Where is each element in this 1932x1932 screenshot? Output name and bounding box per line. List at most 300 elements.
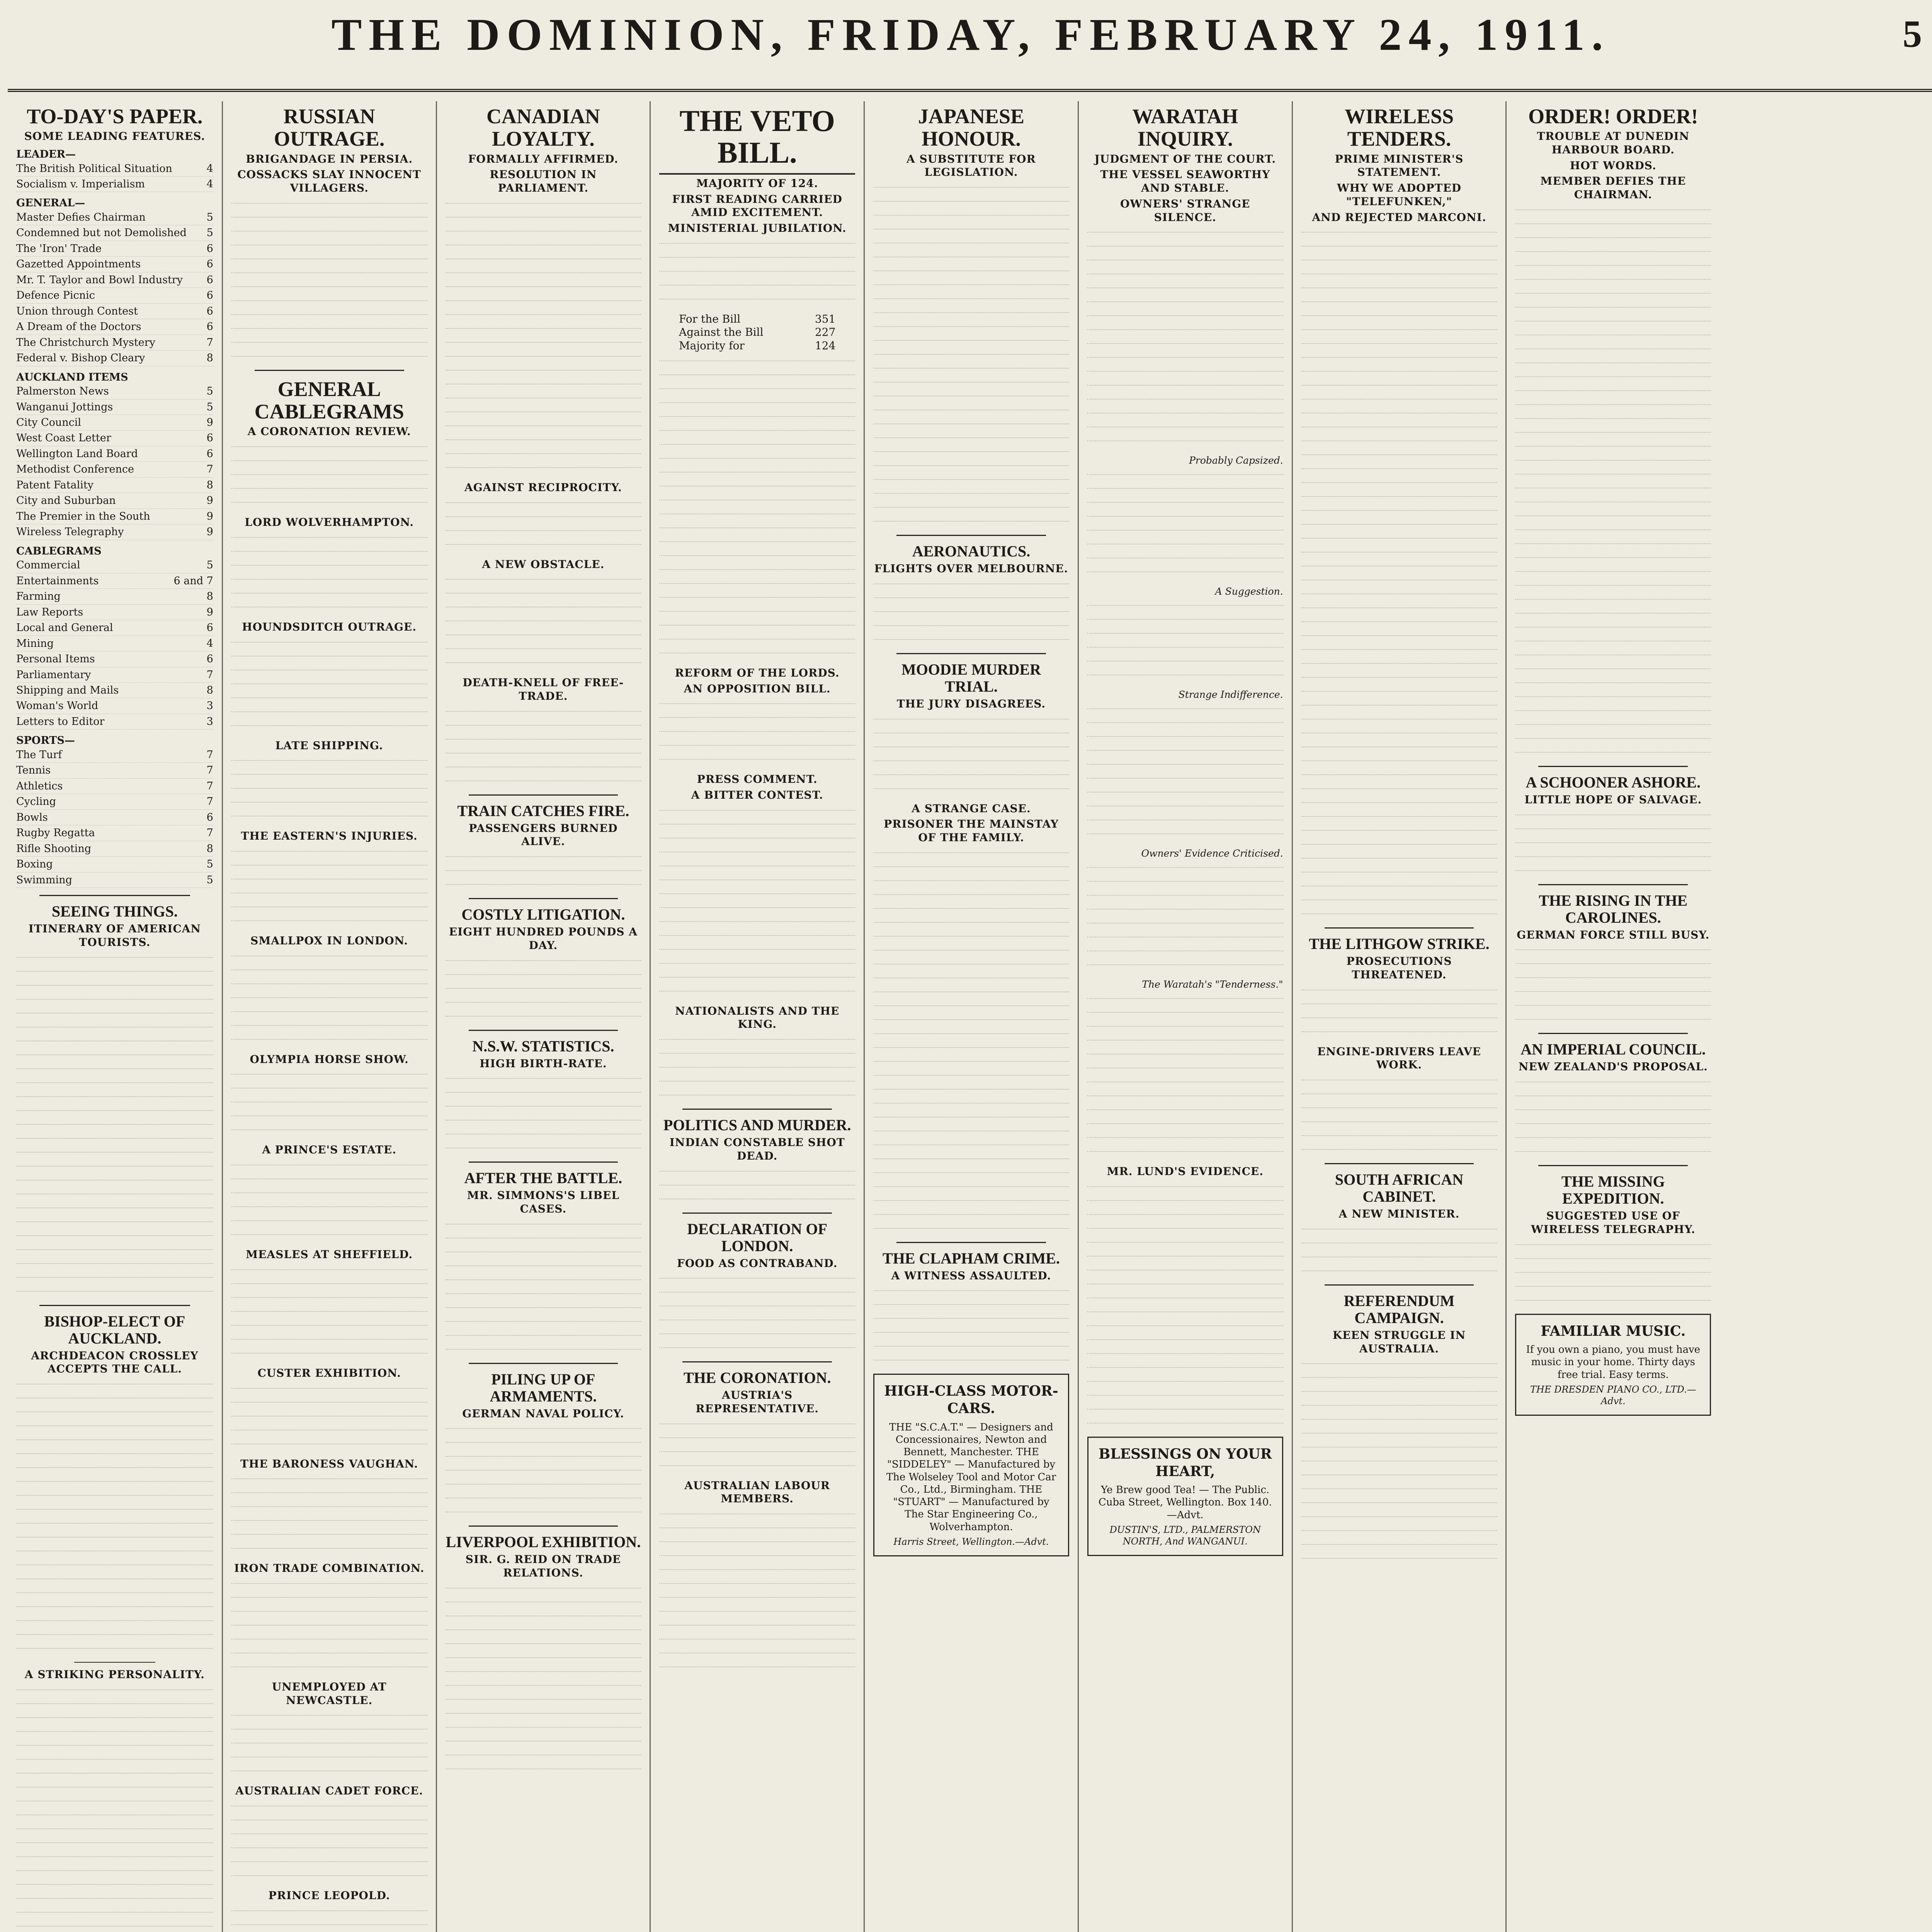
cablegram-heading: IRON TRADE COMBINATION. bbox=[234, 1562, 425, 1575]
advert-sign: THE DRESDEN PIANO CO., LTD.—Advt. bbox=[1530, 1384, 1696, 1406]
contents-entry-page: 6 and 7 bbox=[173, 575, 213, 587]
article-body bbox=[1515, 1082, 1711, 1157]
majority-heading: MAJORITY OF 124. bbox=[696, 177, 818, 190]
article-body bbox=[873, 583, 1069, 645]
division-row bbox=[679, 313, 835, 326]
motor-cars-advert bbox=[873, 1374, 1069, 1556]
cablegram-heading: THE EASTERN'S INJURIES. bbox=[241, 830, 418, 843]
article-body bbox=[16, 1384, 213, 1654]
jury-heading: THE JURY DISAGREES. bbox=[896, 697, 1046, 710]
seeing-things-heading: SEEING THINGS. bbox=[51, 903, 178, 920]
contents-entry bbox=[16, 225, 213, 241]
article-body bbox=[873, 187, 1069, 527]
contents-entry-page: 6 bbox=[206, 289, 213, 302]
moodie-heading: MOODIE MURDER TRIAL. bbox=[901, 660, 1041, 695]
article-body bbox=[446, 1588, 641, 1775]
contents-entry bbox=[16, 872, 213, 888]
contents-entry bbox=[16, 794, 213, 810]
wireless-tenders-heading: WIRELESS TENDERS. bbox=[1344, 105, 1454, 151]
defies-chairman-heading: MEMBER DEFIES THE CHAIRMAN. bbox=[1540, 175, 1686, 201]
coronation-heading: THE CORONATION. bbox=[683, 1369, 831, 1387]
cablegram-heading: LORD WOLVERHAMPTON. bbox=[245, 516, 414, 529]
article-body bbox=[231, 1910, 427, 1932]
contents-entry-page: 4 bbox=[206, 162, 213, 175]
prisoner-heading: PRISONER THE MAINSTAY OF THE FAMILY. bbox=[884, 818, 1059, 844]
division-label: For the Bill bbox=[679, 312, 741, 325]
contents-entry-title: West Coast Letter bbox=[16, 432, 111, 444]
flights-heading: FLIGHTS OVER MELBOURNE. bbox=[874, 562, 1068, 575]
salvage-heading: LITTLE HOPE OF SALVAGE. bbox=[1524, 793, 1702, 806]
waratah-heading: WARATAH INQUIRY. bbox=[1132, 105, 1238, 151]
hot-words-heading: HOT WORDS. bbox=[1570, 159, 1656, 172]
contents-entry bbox=[16, 589, 213, 604]
contents-entry bbox=[16, 698, 213, 714]
advert-title: BLESSINGS ON YOUR HEART, bbox=[1098, 1446, 1272, 1480]
passengers-heading: PASSENGERS BURNED ALIVE. bbox=[469, 821, 618, 848]
article-body bbox=[1301, 990, 1497, 1037]
marconi-heading: AND REJECTED MARCONI. bbox=[1312, 211, 1486, 224]
article-body bbox=[231, 1478, 427, 1554]
contents-entry-page: 6 bbox=[206, 305, 213, 317]
todays-paper-heading: TO-DAY'S PAPER. bbox=[27, 105, 203, 128]
japanese-honour-heading: JAPANESE HONOUR. bbox=[918, 105, 1025, 151]
article-body bbox=[231, 642, 427, 731]
first-reading-heading: FIRST READING CARRIED AMID EXCITEMENT. bbox=[672, 192, 842, 219]
contents-entry-title: Tennis bbox=[16, 764, 51, 777]
divider bbox=[469, 1363, 618, 1364]
contents-entry bbox=[16, 446, 213, 462]
contents-entry-page: 3 bbox=[206, 700, 213, 712]
contents-entry-page: 5 bbox=[206, 227, 213, 239]
contents-entry bbox=[16, 763, 213, 778]
article-body bbox=[231, 851, 427, 927]
contents-entry-title: Parliamentary bbox=[16, 668, 91, 681]
missing-expedition-heading: THE MISSING EXPEDITION. bbox=[1561, 1173, 1665, 1208]
article-body bbox=[446, 1078, 641, 1154]
subhead-suggestion: A Suggestion. bbox=[1215, 586, 1283, 597]
article-body bbox=[446, 1224, 641, 1355]
divider bbox=[1538, 1033, 1688, 1034]
article-body bbox=[446, 203, 641, 473]
nsw-statistics-heading: N.S.W. STATISTICS. bbox=[472, 1037, 614, 1055]
russian-outrage-heading: RUSSIAN OUTRAGE. bbox=[274, 105, 385, 151]
contents-entry-page: 7 bbox=[206, 748, 213, 761]
contents-entry-page: 7 bbox=[206, 827, 213, 839]
contents-entry bbox=[16, 779, 213, 794]
contents-entry bbox=[16, 400, 213, 415]
contents-entry-page: 8 bbox=[206, 479, 213, 491]
contents-entry-title: Personal Items bbox=[16, 653, 95, 665]
contents-entry-title: The Premier in the South bbox=[16, 510, 150, 522]
cablegram-list bbox=[231, 425, 427, 1932]
contents-entry bbox=[16, 161, 213, 177]
contents-entry bbox=[16, 636, 213, 651]
article-body bbox=[1515, 209, 1711, 758]
contents-entry-page: 4 bbox=[206, 178, 213, 190]
article-body bbox=[1515, 815, 1711, 876]
cablegram-heading: SMALLPOX IN LONDON. bbox=[250, 934, 408, 947]
contents-entry-title: Cycling bbox=[16, 796, 56, 808]
carolines-heading: THE RISING IN THE CAROLINES. bbox=[1539, 891, 1688, 926]
contents-entry-title: Local and General bbox=[16, 622, 113, 634]
divider bbox=[682, 1109, 832, 1110]
cablegram-heading: UNEMPLOYED AT NEWCASTLE. bbox=[272, 1680, 387, 1707]
divider bbox=[682, 1361, 832, 1362]
division-label: Against the Bill bbox=[679, 326, 764, 339]
contents-entry bbox=[16, 350, 213, 366]
article-body bbox=[231, 1715, 427, 1777]
contents-entry-title: Mining bbox=[16, 637, 54, 650]
contents-group-heading: CABLEGRAMS bbox=[16, 545, 102, 557]
article-body bbox=[231, 760, 427, 822]
divider bbox=[39, 1305, 190, 1306]
canadian-loyalty-heading: CANADIAN LOYALTY. bbox=[486, 105, 600, 151]
cablegram-heading: CUSTER EXHIBITION. bbox=[257, 1366, 401, 1379]
divider bbox=[1325, 1163, 1474, 1164]
simmons-heading: MR. SIMMONS'S LIBEL CASES. bbox=[467, 1189, 620, 1215]
article-body bbox=[1301, 1080, 1497, 1155]
contents-entry-page: 5 bbox=[206, 401, 213, 413]
contents-entry-title: Law Reports bbox=[16, 606, 83, 618]
general-cablegrams-heading: GENERAL CABLEGRAMS bbox=[254, 377, 404, 423]
after-battle-heading: AFTER THE BATTLE. bbox=[464, 1169, 622, 1187]
division-value: 227 bbox=[815, 326, 836, 339]
lund-evidence-heading: MR. LUND'S EVIDENCE. bbox=[1107, 1165, 1264, 1178]
contents-entry-title: Entertainments bbox=[16, 575, 99, 587]
article-body bbox=[446, 1428, 641, 1518]
division-row bbox=[679, 326, 835, 339]
subhead-indifference: Strange Indifference. bbox=[1178, 689, 1283, 701]
contents-entry-page: 6 bbox=[206, 811, 213, 823]
contents-entry-title: Rugby Regatta bbox=[16, 827, 95, 839]
cablegram-heading: THE BARONESS VAUGHAN. bbox=[240, 1457, 418, 1470]
contents-entry-title: A Dream of the Doctors bbox=[16, 321, 141, 333]
contents-entry bbox=[16, 620, 213, 636]
article-body bbox=[16, 957, 213, 1297]
article-body bbox=[231, 1074, 427, 1136]
referendum-heading: REFERENDUM CAMPAIGN. bbox=[1344, 1292, 1455, 1327]
division-label: Majority for bbox=[679, 339, 745, 352]
contents-entry-page: 7 bbox=[206, 796, 213, 808]
contents-entry-page: 3 bbox=[206, 715, 213, 728]
article-body bbox=[446, 856, 641, 890]
contents-entry-page: 8 bbox=[206, 352, 213, 364]
article-body bbox=[231, 203, 427, 362]
article-body bbox=[1087, 605, 1283, 681]
divider bbox=[469, 898, 618, 899]
divider bbox=[1538, 766, 1688, 767]
opposition-bill-heading: AN OPPOSITION BILL. bbox=[684, 682, 831, 695]
contents-list bbox=[16, 148, 213, 888]
article-body bbox=[231, 1165, 427, 1240]
contents-entry bbox=[16, 335, 213, 350]
advert-sign: Harris Street, Wellington.—Advt. bbox=[893, 1536, 1049, 1547]
article-body bbox=[659, 1039, 855, 1101]
article-body bbox=[446, 502, 641, 550]
owners-silence-heading: OWNERS' STRANGE SILENCE. bbox=[1120, 197, 1250, 224]
contents-entry-page: 6 bbox=[206, 274, 213, 286]
column-2 bbox=[222, 101, 436, 1932]
divider bbox=[469, 1030, 618, 1031]
contents-entry bbox=[16, 605, 213, 620]
aeronautics-heading: AERONAUTICS. bbox=[912, 543, 1031, 560]
contents-entry-title: Condemned but not Demolished bbox=[16, 227, 187, 239]
contents-entry-page: 9 bbox=[206, 526, 213, 538]
press-comment-heading: PRESS COMMENT. bbox=[697, 773, 818, 786]
subhead-probably: Probably Capsized. bbox=[1189, 455, 1283, 466]
advert-body: If you own a piano, you must have music in your home. Thirty days free trial. Easy terms. bbox=[1526, 1344, 1701, 1381]
reform-heading: REFORM OF THE LORDS. bbox=[675, 666, 840, 679]
article-body bbox=[231, 537, 427, 613]
contents-entry bbox=[16, 478, 213, 493]
article-body bbox=[1515, 1244, 1711, 1306]
new-obstacle-heading: A NEW OBSTACLE. bbox=[482, 558, 605, 571]
contents-entry bbox=[16, 288, 213, 303]
contents-entry-title: Patent Fatality bbox=[16, 479, 94, 491]
contents-entry-title: The Turf bbox=[16, 748, 62, 761]
contents-entry-title: Palmerston News bbox=[16, 385, 109, 398]
contents-entry bbox=[16, 810, 213, 825]
divider bbox=[39, 895, 190, 896]
article-body bbox=[1301, 1363, 1497, 1564]
article-body bbox=[446, 960, 641, 1022]
divider bbox=[469, 794, 618, 796]
article-body bbox=[231, 956, 427, 1045]
contents-entry-page: 7 bbox=[206, 336, 213, 349]
contents-entry-page: 5 bbox=[206, 559, 213, 571]
cablegram-heading: LATE SHIPPING. bbox=[275, 739, 383, 752]
division-value: 351 bbox=[815, 312, 836, 325]
column-5 bbox=[864, 101, 1078, 1932]
contents-entry-title: Gazetted Appointments bbox=[16, 258, 141, 270]
column-3 bbox=[436, 101, 650, 1932]
article-body bbox=[1087, 1186, 1283, 1429]
advert-body: Ye Brew good Tea! — The Public. Cuba Street, Wellington. Box 140.—Advt. bbox=[1098, 1484, 1272, 1521]
article-body bbox=[1301, 232, 1497, 920]
article-body bbox=[873, 719, 1069, 794]
contents-entry-page: 9 bbox=[206, 606, 213, 618]
contents-entry-page: 6 bbox=[206, 622, 213, 634]
contents-entry-title: Bowls bbox=[16, 811, 48, 823]
personality-heading: A STRIKING PERSONALITY. bbox=[24, 1668, 205, 1681]
politics-murder-heading: POLITICS AND MURDER. bbox=[663, 1116, 851, 1134]
german-force-heading: GERMAN FORCE STILL BUSY. bbox=[1517, 928, 1710, 941]
divider bbox=[1538, 884, 1688, 885]
contents-entry bbox=[16, 524, 213, 540]
birth-rate-heading: HIGH BIRTH-RATE. bbox=[480, 1057, 607, 1070]
contents-entry-page: 6 bbox=[206, 653, 213, 665]
nationalists-heading: NATIONALISTS AND THE KING. bbox=[675, 1004, 840, 1031]
article-body bbox=[1087, 232, 1283, 447]
jubilation-heading: MINISTERIAL JUBILATION. bbox=[668, 221, 847, 235]
column-7 bbox=[1292, 101, 1506, 1932]
contents-entry bbox=[16, 415, 213, 430]
contents-entry bbox=[16, 272, 213, 288]
contents-entry-title: Swimming bbox=[16, 874, 72, 886]
engine-drivers-heading: ENGINE-DRIVERS LEAVE WORK. bbox=[1317, 1045, 1481, 1071]
divider bbox=[74, 1662, 155, 1663]
subhead-tenderness: The Waratah's "Tenderness." bbox=[1142, 979, 1283, 990]
contents-entry-title: Defence Picnic bbox=[16, 289, 95, 302]
divider bbox=[682, 1213, 832, 1214]
contents-entry-title: Farming bbox=[16, 590, 61, 603]
contents-entry-title: Federal v. Bishop Cleary bbox=[16, 352, 145, 364]
archdeacon-heading: ARCHDEACON CROSSLEY ACCEPTS THE CALL. bbox=[31, 1349, 199, 1376]
article-body bbox=[659, 1278, 855, 1354]
new-minister-heading: A NEW MINISTER. bbox=[1338, 1208, 1460, 1221]
division-row bbox=[679, 339, 835, 353]
masthead bbox=[8, 0, 1932, 92]
article-body bbox=[659, 703, 855, 765]
contents-entry bbox=[16, 825, 213, 841]
division-value: 124 bbox=[815, 339, 836, 352]
divider bbox=[469, 1526, 618, 1527]
contents-entry bbox=[16, 683, 213, 698]
contents-entry bbox=[16, 747, 213, 763]
contents-entry-title: The 'Iron' Trade bbox=[16, 242, 102, 255]
divider bbox=[1325, 927, 1474, 929]
advert-body: THE "S.C.A.T." — Designers and Concessionaires, Newton and Bennett, Manchester. THE "SIDDELEY" — Manufactured by The Wolseley Tool and Motor Car Co., Ltd., Birmingham. THE "STUART" — Manufactured by The Star Engineering Co., Wolverhampton. bbox=[886, 1421, 1056, 1533]
contents-entry-title: Union through Contest bbox=[16, 305, 138, 317]
contents-entry-title: Shipping and Mails bbox=[16, 684, 119, 696]
columns bbox=[8, 101, 1932, 1932]
contents-entry bbox=[16, 651, 213, 667]
contents-entry bbox=[16, 841, 213, 857]
contents-entry bbox=[16, 241, 213, 257]
contents-entry-page: 5 bbox=[206, 385, 213, 398]
contents-entry-title: The British Political Situation bbox=[16, 162, 172, 175]
contents-group-heading: AUCKLAND ITEMS bbox=[16, 371, 128, 383]
witness-heading: A WITNESS ASSAULTED. bbox=[891, 1269, 1051, 1282]
article-body bbox=[1515, 949, 1711, 1025]
article-body bbox=[231, 1269, 427, 1359]
premier-statement-heading: PRIME MINISTER'S STATEMENT. bbox=[1335, 152, 1464, 179]
contents-entry bbox=[16, 384, 213, 399]
article-body bbox=[659, 810, 855, 997]
liverpool-heading: LIVERPOOL EXHIBITION. bbox=[446, 1533, 641, 1551]
cablegram-heading: A PRINCE'S ESTATE. bbox=[262, 1143, 396, 1156]
advert-title: FAMILIAR MUSIC. bbox=[1541, 1323, 1686, 1339]
article-body bbox=[873, 1290, 1069, 1366]
divider bbox=[469, 1162, 618, 1163]
contents-entry-page: 5 bbox=[206, 874, 213, 886]
contents-entry-title: City Council bbox=[16, 417, 82, 429]
article-body bbox=[659, 243, 855, 305]
trouble-heading: TROUBLE AT DUNEDIN HARBOUR BOARD. bbox=[1537, 130, 1690, 156]
dustins-advert bbox=[1087, 1437, 1283, 1556]
death-knell-heading: DEATH-KNELL OF FREE-TRADE. bbox=[463, 676, 624, 702]
contents-entry-title: The Christchurch Mystery bbox=[16, 336, 155, 349]
contents-entry-page: 6 bbox=[206, 447, 213, 460]
contents-entry bbox=[16, 210, 213, 225]
article-body bbox=[231, 1388, 427, 1450]
contents-entry-page: 8 bbox=[206, 842, 213, 855]
austria-heading: AUSTRIA'S REPRESENTATIVE. bbox=[696, 1389, 819, 1415]
contents-entry-page: 7 bbox=[206, 764, 213, 777]
article-body bbox=[659, 361, 855, 659]
contents-entry bbox=[16, 857, 213, 872]
wireless-use-heading: SUGGESTED USE OF WIRELESS TELEGRAPHY. bbox=[1531, 1209, 1696, 1236]
bishop-heading: BISHOP-ELECT OF AUCKLAND. bbox=[44, 1312, 185, 1347]
imperial-council-heading: AN IMPERIAL COUNCIL. bbox=[1520, 1041, 1706, 1058]
article-body bbox=[446, 579, 641, 668]
contents-entry-page: 9 bbox=[206, 495, 213, 507]
article-body bbox=[1301, 1229, 1497, 1277]
naval-policy-heading: GERMAN NAVAL POLICY. bbox=[462, 1407, 624, 1420]
telefunken-heading: WHY WE ADOPTED "TELEFUNKEN," bbox=[1337, 182, 1462, 208]
page-number: 5 bbox=[1903, 12, 1922, 55]
contents-group-heading: SPORTS— bbox=[16, 735, 75, 747]
contents-entry bbox=[16, 714, 213, 730]
contents-entry bbox=[16, 304, 213, 319]
contents-entry-title: Methodist Conference bbox=[16, 463, 134, 476]
subhead-owners-evidence: Owners' Evidence Criticised. bbox=[1141, 848, 1283, 859]
column-4 bbox=[650, 101, 864, 1932]
costly-litigation-heading: COSTLY LITIGATION. bbox=[461, 906, 625, 923]
prosecutions-heading: PROSECUTIONS THREATENED. bbox=[1346, 955, 1452, 981]
divider bbox=[255, 370, 404, 371]
contents-entry-title: Socialism v. Imperialism bbox=[16, 178, 145, 190]
contents-entry-page: 5 bbox=[206, 858, 213, 871]
contents-entry-title: Commercial bbox=[16, 559, 80, 571]
contents-entry bbox=[16, 257, 213, 272]
cablegram-heading: PRINCE LEOPOLD. bbox=[268, 1889, 390, 1902]
contents-entry bbox=[16, 573, 213, 589]
clapham-heading: THE CLAPHAM CRIME. bbox=[883, 1249, 1060, 1267]
contents-entry bbox=[16, 430, 213, 446]
contents-entry-title: Wireless Telegraphy bbox=[16, 526, 124, 538]
itinerary-heading: ITINERARY OF AMERICAN TOURISTS. bbox=[28, 922, 201, 949]
bitter-contest-heading: A BITTER CONTEST. bbox=[691, 788, 823, 801]
brigandage-heading: BRIGANDAGE IN PERSIA. bbox=[246, 152, 413, 165]
divider bbox=[896, 535, 1046, 536]
article-body bbox=[231, 1583, 427, 1673]
contents-entry-title: Wellington Land Board bbox=[16, 447, 138, 460]
indian-constable-heading: INDIAN CONSTABLE SHOT DEAD. bbox=[669, 1136, 845, 1162]
substitute-heading: A SUBSTITUTE FOR LEGISLATION. bbox=[906, 152, 1036, 179]
contents-entry-title: Woman's World bbox=[16, 700, 99, 712]
division-tally bbox=[679, 313, 835, 353]
contents-entry-title: Rifle Shooting bbox=[16, 842, 92, 855]
contents-entry bbox=[16, 509, 213, 524]
contents-entry-title: Mr. T. Taylor and Bowl Industry bbox=[16, 274, 183, 286]
article-body bbox=[1087, 708, 1283, 840]
contents-entry-page: 8 bbox=[206, 684, 213, 696]
labour-members-heading: AUSTRALIAN LABOUR MEMBERS. bbox=[684, 1479, 830, 1505]
armaments-heading: PILING UP OF ARMAMENTS. bbox=[490, 1370, 597, 1405]
contents-entry bbox=[16, 462, 213, 477]
contents-entry-page: 4 bbox=[206, 637, 213, 650]
cablegram-heading: HOUNDSDITCH OUTRAGE. bbox=[242, 620, 417, 633]
contents-entry-title: City and Suburban bbox=[16, 495, 116, 507]
contents-entry-title: Wanganui Jottings bbox=[16, 401, 113, 413]
keen-struggle-heading: KEEN STRUGGLE IN AUSTRALIA. bbox=[1332, 1328, 1466, 1355]
contraband-heading: FOOD AS CONTRABAND. bbox=[677, 1257, 838, 1270]
contents-group-heading: GENERAL— bbox=[16, 197, 85, 209]
contents-entry-page: 7 bbox=[206, 780, 213, 792]
contents-entry-title: Master Defies Chairman bbox=[16, 211, 146, 223]
cablegram-heading: OLYMPIA HORSE SHOW. bbox=[250, 1053, 409, 1066]
article-body bbox=[446, 711, 641, 787]
column-1 bbox=[8, 101, 222, 1932]
column-6 bbox=[1078, 101, 1292, 1932]
advert-title: HIGH-CLASS MOTOR-CARS. bbox=[884, 1383, 1058, 1417]
declaration-heading: DECLARATION OF LONDON. bbox=[687, 1220, 828, 1255]
newspaper-title: THE DOMINION, FRIDAY, FEBRUARY 24, 1911. bbox=[331, 9, 1610, 60]
article-body bbox=[659, 1423, 855, 1471]
article-body bbox=[1087, 867, 1283, 971]
contents-entry-page: 6 bbox=[206, 432, 213, 444]
